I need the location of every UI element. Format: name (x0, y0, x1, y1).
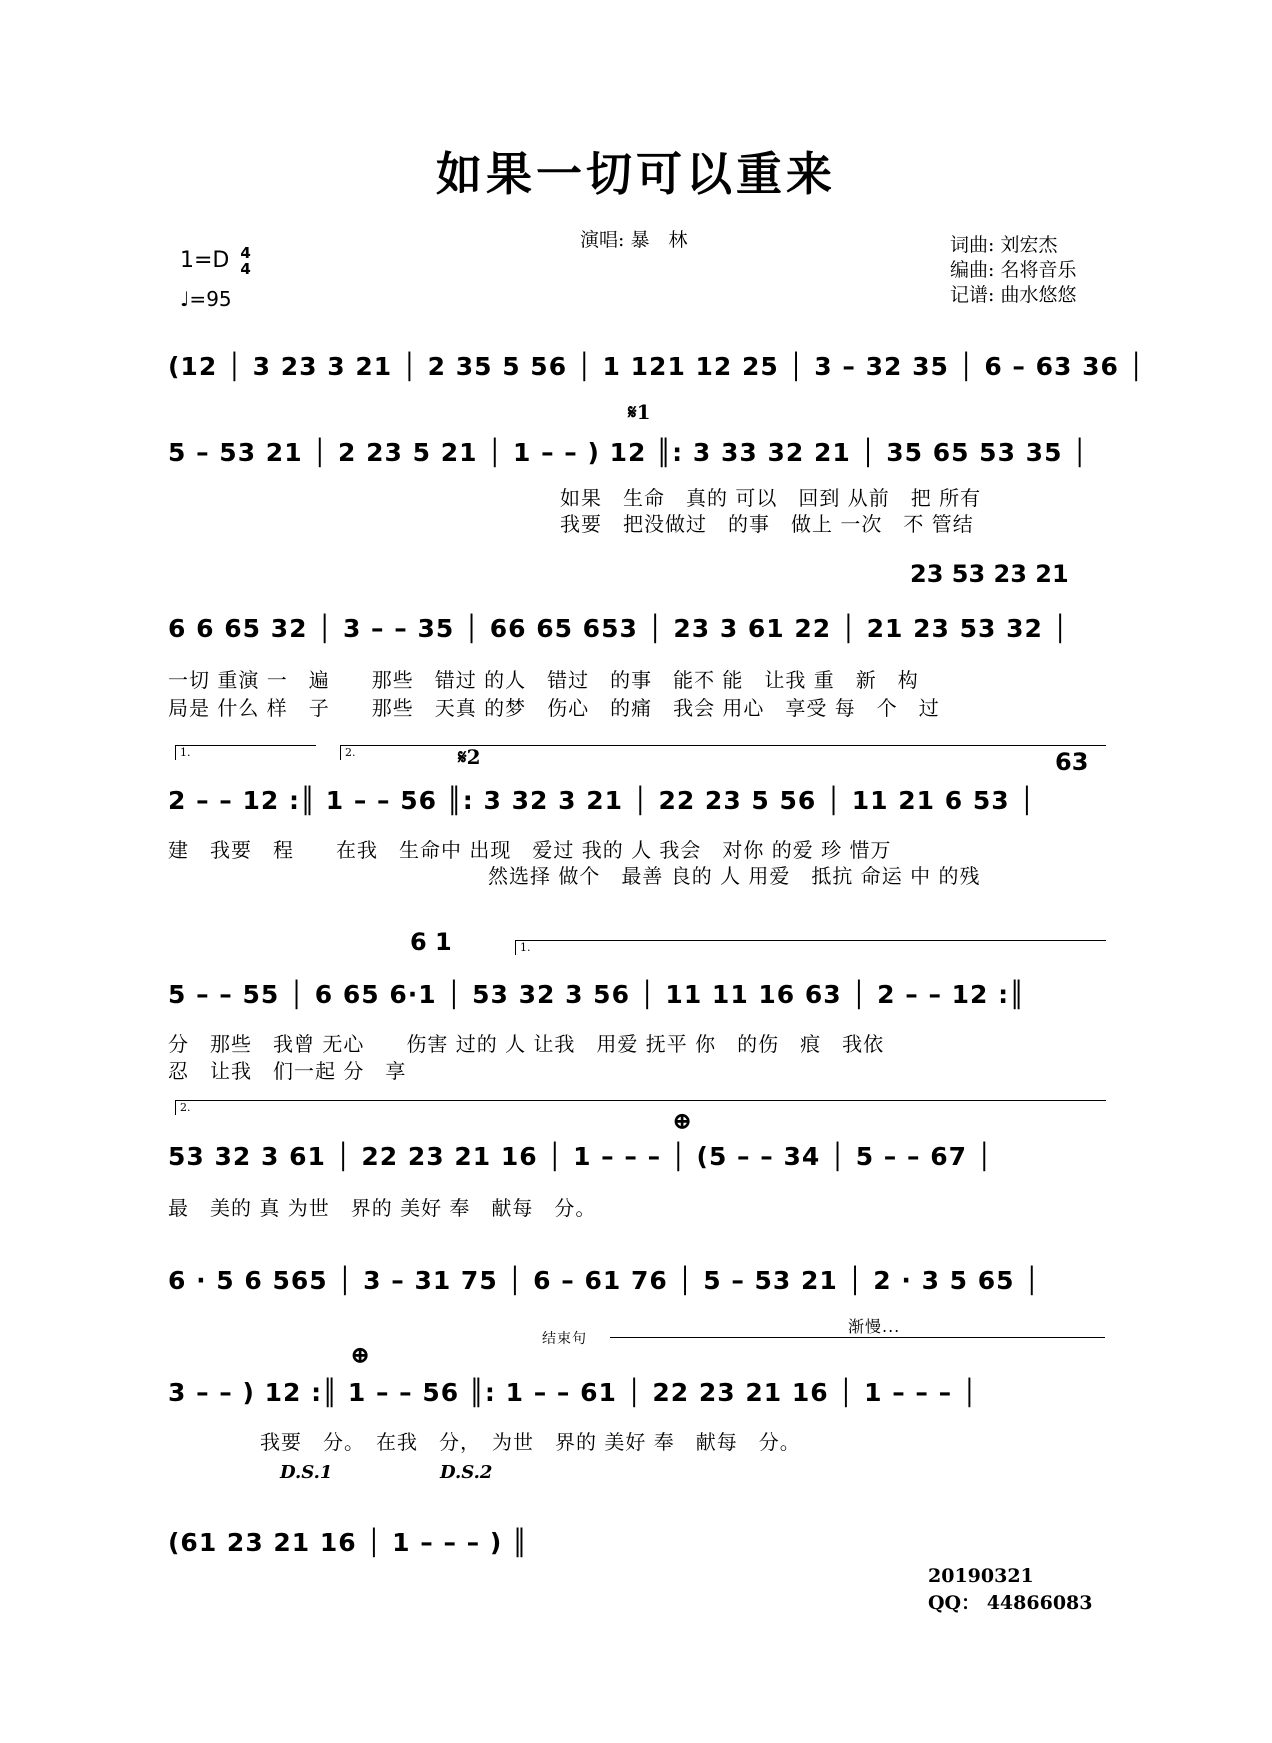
notation-line-3: 6 6 65 32 │ 3 – – 35 │ 66 65 653 │ 23 3 61 22 │ 21 23 53 32 │ (168, 614, 1069, 643)
lyric-line-3b: 局是 什么 样 子 那些 天真 的梦 伤心 的痛 我会 用心 享受 每 个 过 (168, 696, 940, 720)
transcription-date: 20190321 (928, 1565, 1034, 1587)
time-signature-bottom: 4 (240, 260, 251, 278)
transcriber-qq: QQ： 44866083 (928, 1592, 1093, 1614)
segno-sign-1: 𝄋1 (628, 400, 651, 424)
lyric-line-5a: 分 那些 我曾 无心 伤害 过的 人 让我 用爱 抚平 你 的伤 痕 我依 (168, 1032, 885, 1056)
notation-line-1: (12 │ 3 23 3 21 │ 2 35 5 56 │ 1 121 12 25 │ 3 – 32 35 │ 6 – 63 36 │ (168, 352, 1145, 381)
ds2-marking: D.S.2 (440, 1462, 493, 1483)
ending-bracket-2: 2. (340, 745, 1106, 760)
lyric-line-2a: 如果 生命 真的 可以 回到 从前 把 所有 (560, 486, 982, 510)
ritardando-text: 渐慢... (848, 1317, 901, 1336)
upper-notes-line-4: 63 (1055, 748, 1089, 776)
credit-transcription: 记谱: 曲水悠悠 (950, 284, 1077, 306)
notation-line-4: 2 – – 12 :║ 1 – – 56 ║: 3 32 3 21 │ 22 23 5 56 │ 11 21 6 53 │ (168, 786, 1036, 815)
notation-line-6: 53 32 3 61 │ 22 23 21 16 │ 1 – – – │ (5 – – 34 │ 5 – – 67 │ (168, 1142, 993, 1171)
page-title: 如果一切可以重来 (436, 147, 836, 201)
notation-line-9: (61 23 21 16 │ 1 – – – ) ║ (168, 1528, 529, 1557)
credit-lyrics-music: 词曲: 刘宏杰 (950, 234, 1058, 256)
notation-line-5: 5 – – 55 │ 6 65 6·1 │ 53 32 3 56 │ 11 11 16 63 │ 2 – – 12 :║ (168, 980, 1026, 1009)
upper-notes-line-3: 23 53 23 21 (910, 560, 1069, 588)
coda-sign-1: ⊕ (672, 1106, 693, 1135)
lyric-line-5b: 忍 让我 们一起 分 享 (168, 1059, 407, 1083)
credit-arrangement: 编曲: 名将音乐 (950, 259, 1077, 281)
notation-line-8: 3 – – ) 12 :║ 1 – – 56 ║: 1 – – 61 │ 22 23 21 16 │ 1 – – – │ (168, 1378, 978, 1407)
ds1-marking: D.S.1 (280, 1462, 333, 1483)
notation-line-7: 6 · 5 6 565 │ 3 – 31 75 │ 6 – 61 76 │ 5 – 53 21 │ 2 · 3 5 65 │ (168, 1266, 1041, 1295)
ending-phrase-label: 结束句 (542, 1331, 587, 1347)
lyric-line-3a: 一切 重演 一 遍 那些 错过 的人 错过 的事 能不 能 让我 重 新 构 (168, 668, 919, 692)
lyric-line-6a: 最 美的 真 为世 界的 美好 奉 献每 分。 (168, 1196, 597, 1220)
ending-bracket-4: 2. (175, 1100, 1106, 1115)
ending-bracket-1: 1. (175, 745, 316, 760)
key-label: 1=D (180, 248, 230, 273)
singer-credit: 演唱: 暴 林 (580, 229, 688, 251)
key-signature (180, 245, 251, 277)
ritardando-line (610, 1337, 1105, 1338)
lyric-line-8a: 我要 分。 在我 分， 为世 界的 美好 奉 献每 分。 (260, 1430, 801, 1454)
transcription-info (928, 1563, 1092, 1617)
coda-sign-2: ⊕ (350, 1340, 371, 1369)
notation-line-2: 5 – 53 21 │ 2 23 5 21 │ 1 – – ) 12 ║: 3 33 32 21 │ 35 65 53 35 │ (168, 438, 1089, 467)
lyric-line-4a: 建 我要 程 在我 生命中 出现 爱过 我的 人 我会 对你 的爱 珍 惜万 (168, 838, 892, 862)
segno-sign-2: 𝄋2 (458, 745, 481, 769)
time-signature (240, 245, 250, 277)
lyric-line-2b: 我要 把没做过 的事 做上 一次 不 管结 (560, 512, 974, 536)
composer-credits (950, 233, 1076, 308)
tempo-mark: ♩=95 (180, 287, 232, 311)
ending-bracket-3: 1. (515, 940, 1106, 955)
lyric-line-4b: 然选择 做个 最善 良的 人 用爱 抵抗 命运 中 的残 (488, 864, 981, 888)
time-signature-top: 4 (240, 244, 251, 262)
upper-notes-line-5: 6 1 (410, 928, 452, 956)
